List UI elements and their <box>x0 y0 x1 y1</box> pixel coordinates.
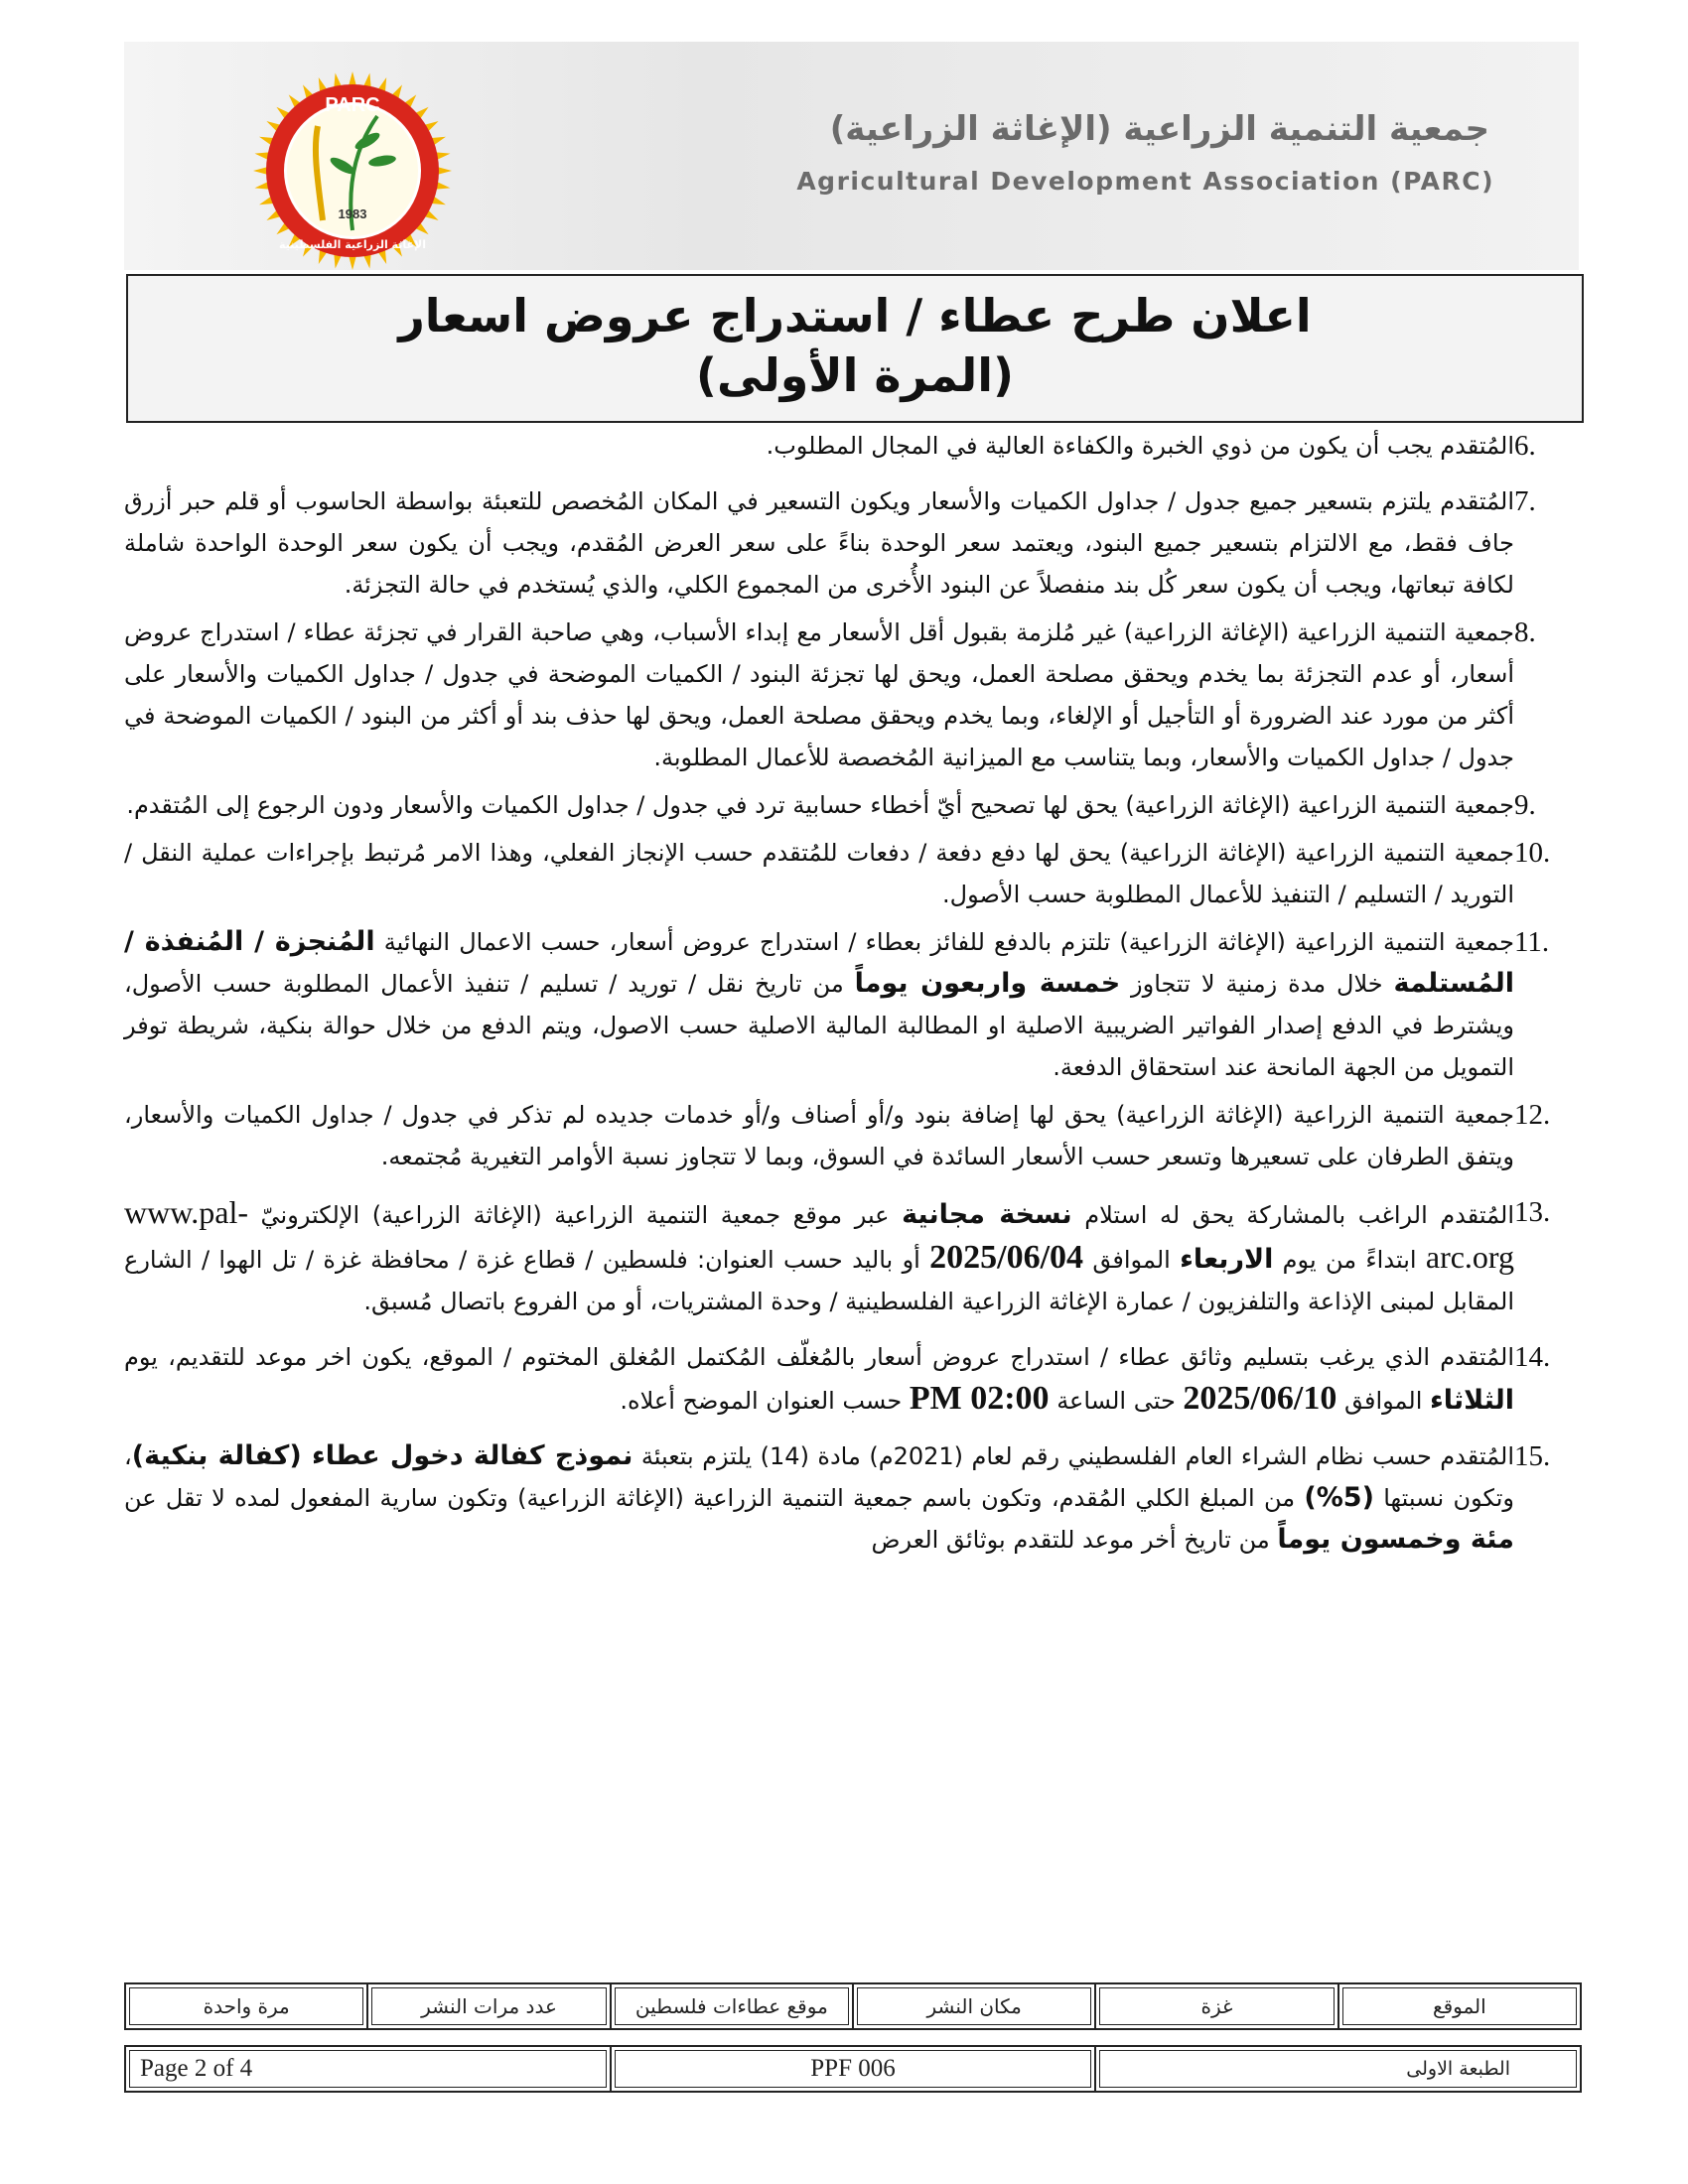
item-text-part: المُتقدم حسب نظام الشراء العام الفلسطيني رقم لعام (2021م) مادة (14) يلتزم بتعبئة <box>633 1442 1514 1470</box>
publication-info-table <box>124 1982 1582 2030</box>
list-item <box>124 832 1584 915</box>
item-number: 11. <box>1514 926 1550 958</box>
location-label: الموقع <box>1338 1983 1581 2029</box>
item-text-part: ، وتكون نسبتها <box>124 1442 1514 1512</box>
item-text-part: عبر موقع جمعية التنمية الزراعية (الإغاثة الزراعية) الإلكترونيّ <box>248 1201 903 1229</box>
item-emphasis: خمسة واربعون يوماً <box>854 968 1121 999</box>
page-number: Page 2 of 4 <box>125 2046 611 2092</box>
item-text <box>124 1191 1514 1322</box>
item-text: المُتقدم يجب أن يكون من ذوي الخبرة والكفاءة العالية في المجال المطلوب. <box>766 432 1514 460</box>
location-value: غزة <box>1095 1983 1337 2029</box>
item-number: 6. <box>1514 430 1536 462</box>
item-text <box>124 1435 1514 1561</box>
deadline-date: 2025/06/10 <box>1183 1380 1337 1417</box>
item-text: جمعية التنمية الزراعية (الإغاثة الزراعية) يحق لها دفع دفعة / دفعات للمُتقدم حسب الإنجاز الفعلي، وهذا الامر مُرتبط بإجراءات عملية النقل / التوريد / التسليم / التنفيذ للأعمال المطلوبة حسب الأصول. <box>124 839 1514 908</box>
publish-place-value: موقع عطاءات فلسطين <box>611 1983 853 2029</box>
item-emphasis: (5%) <box>1304 1482 1374 1513</box>
item-emphasis: الثلاثاء <box>1430 1385 1514 1416</box>
list-item <box>124 1435 1584 1561</box>
announcement-title: اعلان طرح عطاء / استدراج عروض اسعار <box>398 289 1312 342</box>
item-text-part: من المبلغ الكلي المُقدم، وتكون باسم جمعية التنمية الزراعية (الإغاثة الزراعية) وتكون سارية المفعول لمده لا تقل عن <box>124 1484 1305 1512</box>
logo-acronym: PARC <box>325 94 380 116</box>
item-emphasis: الاربعاء <box>1180 1244 1274 1275</box>
deadline-time: 02:00 PM <box>909 1380 1050 1417</box>
item-text-part: الموافق <box>1083 1246 1181 1274</box>
logo-year: 1983 <box>338 206 367 221</box>
item-text-part: ابتداءً من يوم <box>1273 1246 1426 1274</box>
logo-ring-text: الإغاثة الزراعية الفلسطينية <box>279 238 426 251</box>
list-item <box>124 612 1584 778</box>
announcement-subtitle: (المرة الأولى) <box>695 348 1015 402</box>
list-item <box>124 1094 1584 1177</box>
item-text-part: المُتقدم الراغب بالمشاركة يحق له استلام <box>1071 1201 1514 1229</box>
item-text-part: خلال مدة زمنية لا تتجاوز <box>1120 970 1394 998</box>
list-item <box>124 1191 1584 1322</box>
item-text-part: من تاريخ أخر موعد للتقدم بوثائق العرض <box>871 1526 1278 1554</box>
item-text-part: جمعية التنمية الزراعية (الإغاثة الزراعية) تلتزم بالدفع للفائز بعطاء / استدراج عروض أسعار، حسب الاعمال النهائية <box>374 928 1514 956</box>
publish-count-label: عدد مرات النشر <box>367 1983 610 2029</box>
list-item <box>124 425 1584 467</box>
terms-list <box>124 425 1584 1974</box>
item-emphasis: نسخة مجانية <box>902 1199 1072 1230</box>
item-text-part: حسب العنوان الموضح أعلاه. <box>620 1387 910 1415</box>
item-number: 14. <box>1514 1341 1551 1373</box>
item-text <box>124 921 1514 1088</box>
publish-place-label: مكان النشر <box>853 1983 1095 2029</box>
item-text-part: من تاريخ نقل / توريد / تسليم / تنفيذ الأعمال المطلوبة حسب الأصول، ويشترط في الدفع إصدار الفواتير الضريبية الاصلية او المطالبة المالية الاصلية حسب الاصول، ويتم الدفع من خلال حوالة بنكية، شريطة توفر التمويل من الجهة المانحة عند استحقاق الدفعة. <box>124 970 1514 1081</box>
edition-label: الطبعة الاولى <box>1095 2046 1581 2092</box>
item-number: 10. <box>1514 837 1551 869</box>
publish-count-value: مرة واحدة <box>125 1983 367 2029</box>
announcement-title-box <box>126 274 1584 423</box>
parc-logo <box>204 71 511 270</box>
item-text-part: الموافق <box>1336 1387 1430 1415</box>
item-number: 8. <box>1514 616 1536 648</box>
item-emphasis: المُنجزة / المُنفذة / المُستلمة <box>124 926 1514 999</box>
item-number: 9. <box>1514 789 1536 821</box>
item-text <box>124 1336 1514 1422</box>
form-code: PPF 006 <box>611 2046 1096 2092</box>
item-text: المُتقدم يلتزم بتسعير جميع جدول / جداول الكميات والأسعار ويكون التسعير في المكان المُخصص للتعبئة بواسطة الحاسوب أو قلم حبر أزرق جاف فقط، مع الالتزام بتسعير جميع البنود، ويعتمد سعر الوحدة بناءً على سعر العرض المُقدم، ويجب أن يكون سعر الوحدة الواحدة شاملة لكافة تبعاتها، ويجب أن يكون سعر كُل بند منفصلاً عن البنود الأُخرى من المجموع الكلي، والذي يُستخدم في حالة التجزئة. <box>124 487 1514 599</box>
item-text-part: حتى الساعة <box>1049 1387 1184 1415</box>
item-number: 15. <box>1514 1440 1551 1472</box>
list-item <box>124 1336 1584 1422</box>
org-name-arabic: جمعية التنمية الزراعية (الإغاثة الزراعية) <box>829 109 1489 149</box>
page-footer-table <box>124 2045 1582 2093</box>
item-number: 13. <box>1514 1196 1551 1228</box>
website-link[interactable]: www.pal-arc.org <box>124 1194 1514 1275</box>
item-text: جمعية التنمية الزراعية (الإغاثة الزراعية) يحق لها تصحيح أيّ أخطاء حسابية ترد في جدول / جداول الكميات والأسعار ودون الرجوع إلى المُتقدم. <box>126 791 1514 819</box>
list-item <box>124 921 1584 1088</box>
org-name-english: Agricultural Development Association (PARC) <box>796 167 1494 196</box>
list-item <box>124 480 1584 606</box>
item-text: جمعية التنمية الزراعية (الإغاثة الزراعية) يحق لها إضافة بنود و/أو أصناف و/أو خدمات جديده لم تذكر في جدول / جداول الكميات والأسعار، ويتفق الطرفان على تسعيرها وتسعر حسب الأسعار السائدة في السوق، وبما لا تتجاوز نسبة الأوامر التغيرية مُجتمعه. <box>124 1101 1514 1170</box>
list-item <box>124 784 1584 826</box>
item-number: 7. <box>1514 485 1536 517</box>
item-text-part: المُتقدم الذي يرغب بتسليم وثائق عطاء / استدراج عروض أسعار بالمُغلّف المُكتمل المُغلق المختوم / الموقع، يكون اخر موعد للتقديم، يوم <box>124 1343 1514 1371</box>
item-text: جمعية التنمية الزراعية (الإغاثة الزراعية) غير مُلزمة بقبول أقل الأسعار مع إبداء الأسباب، وهي صاحبة القرار في تجزئة عطاء / استدراج عروض أسعار، أو عدم التجزئة بما يخدم ويحقق مصلحة العمل، ويحق لها تجزئة البنود / الكميات الموضحة في جدول / جداول الكميات والأسعار على أكثر من مورد عند الضرورة أو التأجيل أو الإلغاء، وبما يخدم ويحقق مصلحة العمل، ويحق لها حذف بند أو أكثر من البنود / الكميات الموضحة في جدول / جداول الكميات والأسعار، وبما يتناسب مع الميزانية المُخصصة للأعمال المطلوبة. <box>124 618 1514 771</box>
item-emphasis: مئة وخمسون يوماً <box>1277 1524 1514 1555</box>
item-number: 12. <box>1514 1099 1551 1131</box>
item-text-part: أو باليد حسب العنوان: فلسطين / قطاع غزة / محافظة غزة / تل الهوا / الشارع المقابل لمبنى الإذاعة والتلفزيون / عمارة الإغاثة الزراعية الفلسطينية / وحدة المشتريات، أو من الفروع باتصال مُسبق. <box>124 1246 1514 1315</box>
start-date: 2025/06/04 <box>929 1239 1084 1276</box>
item-emphasis: نموذج كفالة دخول عطاء (كفالة بنكية) <box>131 1440 633 1471</box>
